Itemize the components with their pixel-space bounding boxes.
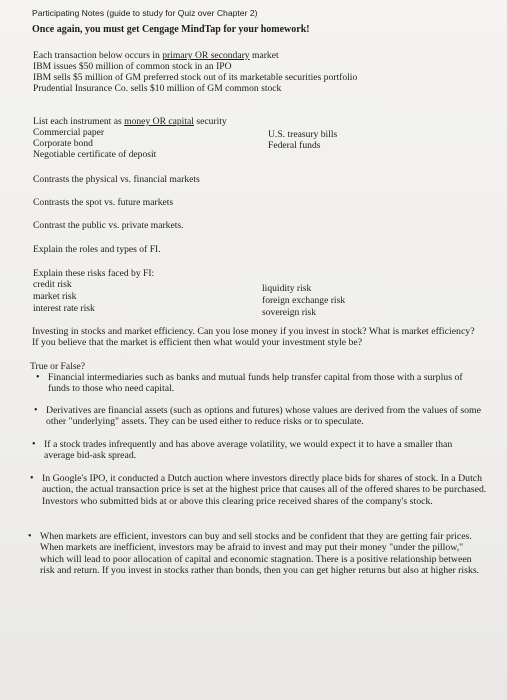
prompt-spot-future: Contrasts the spot vs. future markets	[33, 197, 174, 208]
market-item: IBM issues $50 million of common stock in an IPO	[33, 61, 232, 72]
bullet-dot: •	[32, 439, 36, 450]
risk-left-item: interest rate risk	[33, 303, 95, 314]
header-line-2: Once again, you must get Cengage MindTap for your homework!	[32, 24, 310, 35]
instrument-left-item: Commercial paper	[33, 127, 105, 138]
risk-right-item: sovereign risk	[262, 307, 317, 318]
prompt-public-private: Contrast the public vs. private markets.	[33, 220, 184, 231]
instrument-intro-suffix: security	[193, 116, 227, 127]
tf-item-4: In Google's IPO, it conducted a Dutch auction where investors directly place bids for shares of stock. In a Dutch auction, the actual transaction price is set at the highest price that causes all of the offered shares to be purchased. Investors who submitted bids at or above this clearing price received shares of the company's stock.	[42, 473, 487, 507]
tf-item-2: Derivatives are financial assets (such as options and futures) whose values are derived from the values of some other "underlying" assets. They can be used either to reduce risks or to speculate.	[46, 405, 481, 428]
risk-left-item: market risk	[33, 291, 77, 302]
bullet-dot: •	[28, 531, 32, 542]
instrument-left-item: Corporate bond	[33, 138, 93, 149]
header-line-1: Participating Notes (guide to study for Quiz over Chapter 2)	[32, 8, 258, 18]
instrument-intro-underlined: money OR capital	[124, 116, 194, 127]
market-item: Prudential Insurance Co. sells $10 million of GM common stock	[33, 83, 282, 94]
instrument-right-item: Federal funds	[268, 140, 321, 151]
instrument-right-item: U.S. treasury bills	[268, 129, 338, 140]
bullet-dot: •	[30, 473, 34, 484]
prompt-physical-financial: Contrasts the physical vs. financial markets	[33, 174, 200, 185]
market-intro	[33, 50, 279, 61]
true-false-title: True or False?	[30, 361, 86, 372]
investing-question: Investing in stocks and market efficiency. Can you lose money if you invest in stock? What is market efficiency? If you believe that the market is efficient then what would your investment style be?	[32, 326, 475, 349]
risks-title: Explain these risks faced by FI:	[33, 268, 155, 279]
market-intro-prefix: Each transaction below occurs in	[33, 50, 163, 61]
market-item: IBM sells $5 million of GM preferred stock out of its marketable securities portfolio	[33, 72, 358, 83]
risk-left-item: credit risk	[33, 279, 72, 290]
market-intro-underlined: primary OR secondary	[162, 50, 250, 61]
tf-item-5: When markets are efficient, investors can buy and sell stocks and be confident that they are getting fair prices. When markets are inefficient, investors may be afraid to invest and may put their money "under the pillow," which will lead to poor allocation of capital and economic stagnation. There is a positive relationship between risk and return. If you invest in stocks rather than bonds, then you can get higher returns but also at higher risks.	[40, 531, 480, 576]
instrument-left-item: Negotiable certificate of deposit	[33, 149, 157, 160]
tf-item-1: Financial intermediaries such as banks and mutual funds help transfer capital from those with a surplus of funds to those who need capital.	[48, 372, 463, 395]
bullet-dot: •	[36, 372, 40, 383]
tf-item-3: If a stock trades infrequently and has above average volatility, we would expect it to have a smaller than average bid-ask spread.	[44, 439, 453, 462]
market-intro-suffix: market	[249, 50, 279, 61]
prompt-roles-fi: Explain the roles and types of FI.	[33, 244, 161, 255]
bullet-dot: •	[34, 405, 38, 416]
instrument-intro	[33, 116, 227, 127]
risk-right-item: liquidity risk	[262, 283, 312, 294]
instrument-intro-prefix: List each instrument as	[33, 116, 125, 127]
risk-right-item: foreign exchange risk	[262, 295, 346, 306]
